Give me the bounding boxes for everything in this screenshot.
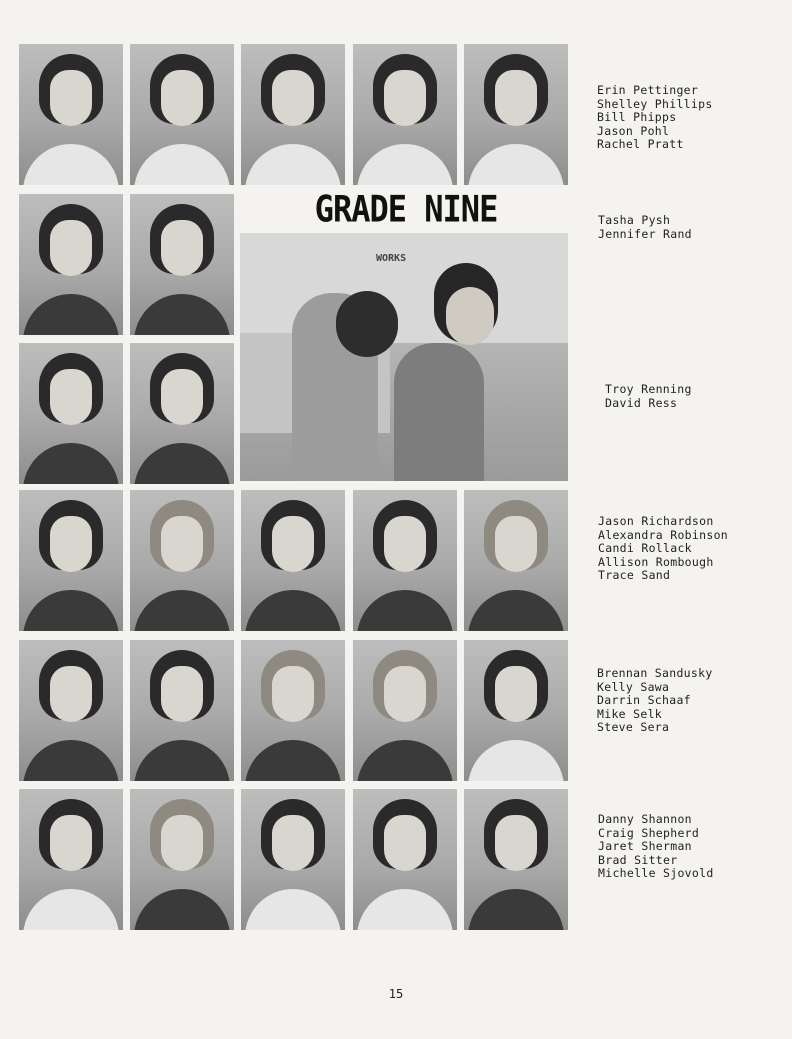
- portrait-photo: [241, 640, 345, 781]
- name-list-row-2: [598, 214, 692, 241]
- portrait-photo: [19, 194, 123, 335]
- portrait-photo: [464, 789, 568, 930]
- portrait-photo: [130, 194, 234, 335]
- student-name: Tasha Pysh: [598, 213, 671, 227]
- portrait-photo: [241, 490, 345, 631]
- portrait-photo: [130, 490, 234, 631]
- portrait-photo: [130, 343, 234, 484]
- portrait-photo: [19, 44, 123, 185]
- student-name: Mike Selk: [597, 706, 663, 721]
- student-name: Jaret Sherman: [598, 839, 692, 853]
- page-number: 15: [388, 987, 404, 1001]
- page-title: GRADE NINE: [314, 187, 498, 231]
- student-name: Troy Renning: [605, 382, 692, 396]
- student-name: Craig Shepherd: [598, 825, 700, 840]
- name-list-row-4: [598, 515, 728, 583]
- portrait-photo: [19, 789, 123, 930]
- name-list-row-1: [597, 84, 713, 152]
- portrait-photo: [130, 789, 234, 930]
- name-list-row-6: [598, 813, 714, 881]
- name-list-row-3: [605, 383, 692, 410]
- name-list-row-5: [597, 667, 713, 735]
- student-name: Allison Rombough: [598, 554, 714, 569]
- portrait-photo: [19, 490, 123, 631]
- portrait-photo: [464, 490, 568, 631]
- student-name: Danny Shannon: [598, 812, 692, 826]
- student-name: Shelley Phillips: [597, 96, 713, 111]
- portrait-photo: [130, 640, 234, 781]
- student-name: Kelly Sawa: [597, 679, 670, 694]
- student-name: Jason Richardson: [598, 514, 714, 528]
- student-name: Brennan Sandusky: [597, 666, 713, 680]
- portrait-photo: [130, 44, 234, 185]
- student-name: Darrin Schaaf: [597, 693, 691, 707]
- photo-sign-text: WORKS: [376, 253, 407, 264]
- student-name: Trace Sand: [598, 568, 671, 582]
- portrait-photo: [464, 640, 568, 781]
- portrait-photo: [19, 343, 123, 484]
- portrait-photo: [353, 640, 457, 781]
- student-name: Steve Sera: [597, 720, 670, 734]
- student-name: Erin Pettinger: [597, 83, 699, 97]
- student-name: David Ress: [605, 395, 678, 410]
- portrait-photo: [353, 789, 457, 930]
- portrait-photo: [353, 490, 457, 631]
- student-name: Candi Rollack: [598, 541, 692, 555]
- student-name: Bill Phipps: [597, 110, 677, 124]
- portrait-photo: [241, 44, 345, 185]
- student-name: Jennifer Rand: [598, 226, 692, 241]
- student-name: Michelle Sjovold: [598, 866, 714, 880]
- portrait-photo: [353, 44, 457, 185]
- portrait-photo: [19, 640, 123, 781]
- student-name: Brad Sitter: [598, 852, 678, 867]
- candid-classroom-photo: [240, 233, 568, 481]
- student-name: Alexandra Robinson: [598, 527, 729, 542]
- portrait-photo: [464, 44, 568, 185]
- portrait-photo: [241, 789, 345, 930]
- student-name: Rachel Pratt: [597, 137, 684, 151]
- student-name: Jason Pohl: [597, 123, 670, 138]
